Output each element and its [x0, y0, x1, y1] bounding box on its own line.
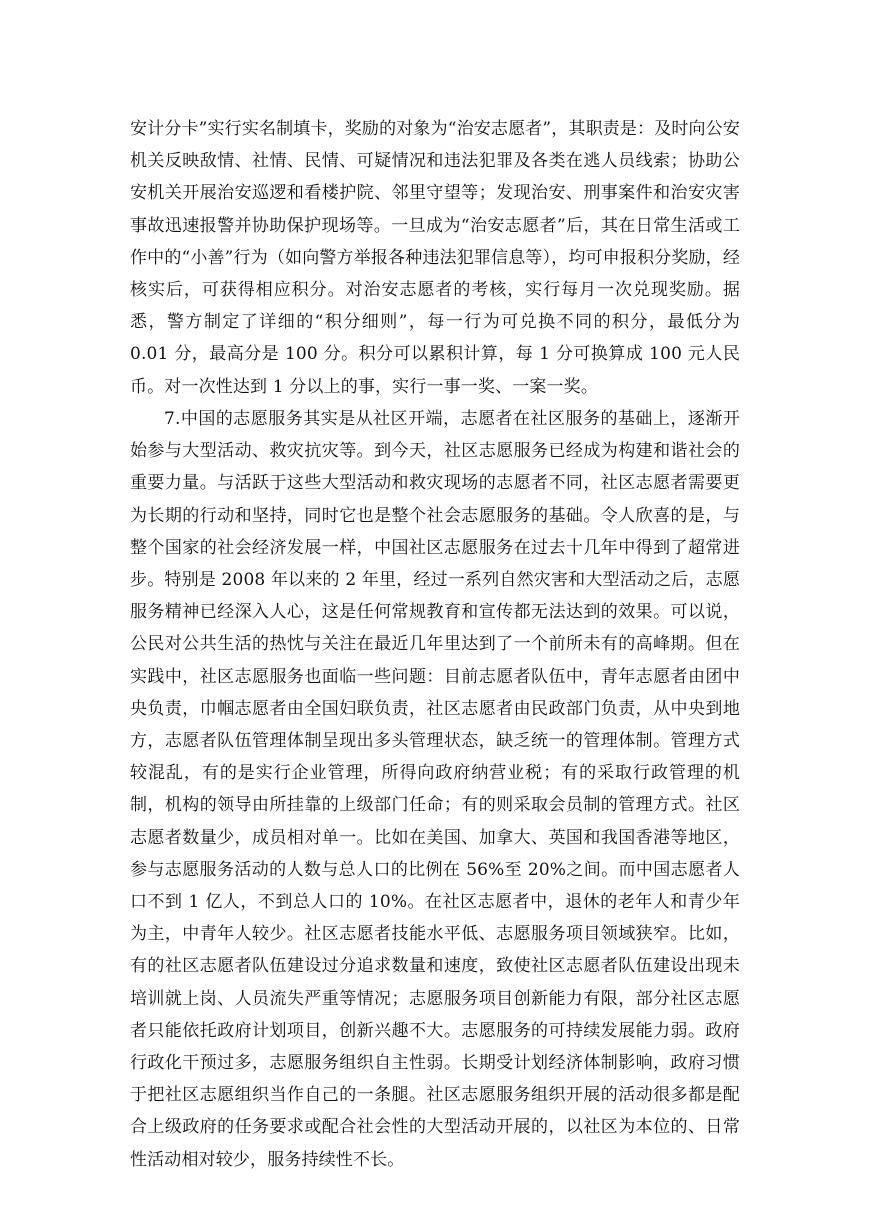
paragraph-item-7 — [130, 403, 740, 1176]
paragraph-text: 7.中国的志愿服务其实是从社区开端，志愿者在社区服务的基础上，逐渐开始参与大型活动、救灾抗灾等。到今天，社区志愿服务已经成为构建和谐社会的重要力量。与活跃于这些大型活动和救灾现场的志愿者不同，社区志愿者需要更为长期的行动和坚持，同时它也是整个社会志愿服务的基础。令人欣喜的是，与整个国家的社会经济发展一样，中国社区志愿服务在过去十几年中得到了超常进步。特别是 2008 年以来的 2 年里，经过一系列自然灾害和大型活动之后，志愿服务精神已经深入人心，这是任何常规教育和宣传都无法达到的效果。可以说，公民对公共生活的热忱与关注在最近几年里达到了一个前所未有的高峰期。但在实践中，社区志愿服务也面临一些问题：目前志愿者队伍中，青年志愿者由团中央负责，巾帼志愿者由全国妇联负责，社区志愿者由民政部门负责，从中央到地方，志愿者队伍管理体制呈现出多头管理状态，缺乏统一的管理体制。管理方式较混乱，有的是实行企业管理，所得向政府纳营业税；有的采取行政管理的机制，机构的领导由所挂靠的上级部门任命；有的则采取会员制的管理方式。社区志愿者数量少，成员相对单一。比如在美国、加拿大、英国和我国香港等地区，参与志愿服务活动的人数与总人口的比例在 56%至 20%之间。而中国志愿者人口不到 1 亿人，不到总人口的 10%。在社区志愿者中，退休的老年人和青少年为主，中青年人较少。社区志愿者技能水平低、志愿服务项目领域狭窄。比如，有的社区志愿者队伍建设过分追求数量和速度，致使社区志愿者队伍建设出现未培训就上岗、人员流失严重等情况；志愿服务项目创新能力有限，部分社区志愿者只能依托政府计划项目，创新兴趣不大。志愿服务的可持续发展能力弱。政府行政化干预过多，志愿服务组织自主性弱。长期受计划经济体制影响，政府习惯于把社区志愿组织当作自己的一条腿。社区志愿服务组织开展的活动很多都是配合上级政府的任务要求或配合社会性的大型活动开展的，以社区为本位的、日常性活动相对较少，服务持续性不长。 — [130, 409, 740, 1170]
paragraph-continuation — [130, 113, 740, 403]
paragraph-text: 安计分卡”实行实名制填卡，奖励的对象为“治安志愿者”，其职责是：及时向公安机关反映敌情、社情、民情、可疑情况和违法犯罪及各类在逃人员线索；协助公安机关开展治安巡逻和看楼护院、邻里守望等；发现治安、刑事案件和治安灾害事故迅速报警并协助保护现场等。一旦成为“治安志愿者”后，其在日常生活或工作中的“小善”行为（如向警方举报各种违法犯罪信息等），均可申报积分奖励，经核实后，可获得相应积分。对治安志愿者的考核，实行每月一次兑现奖励。据悉，警方制定了详细的“积分细则”，每一行为可兑换不同的积分，最低分为 0.01 分，最高分是 100 分。积分可以累积计算，每 1 分可换算成 100 元人民币。对一次性达到 1 分以上的事，实行一事一奖、一案一奖。 — [130, 119, 740, 397]
